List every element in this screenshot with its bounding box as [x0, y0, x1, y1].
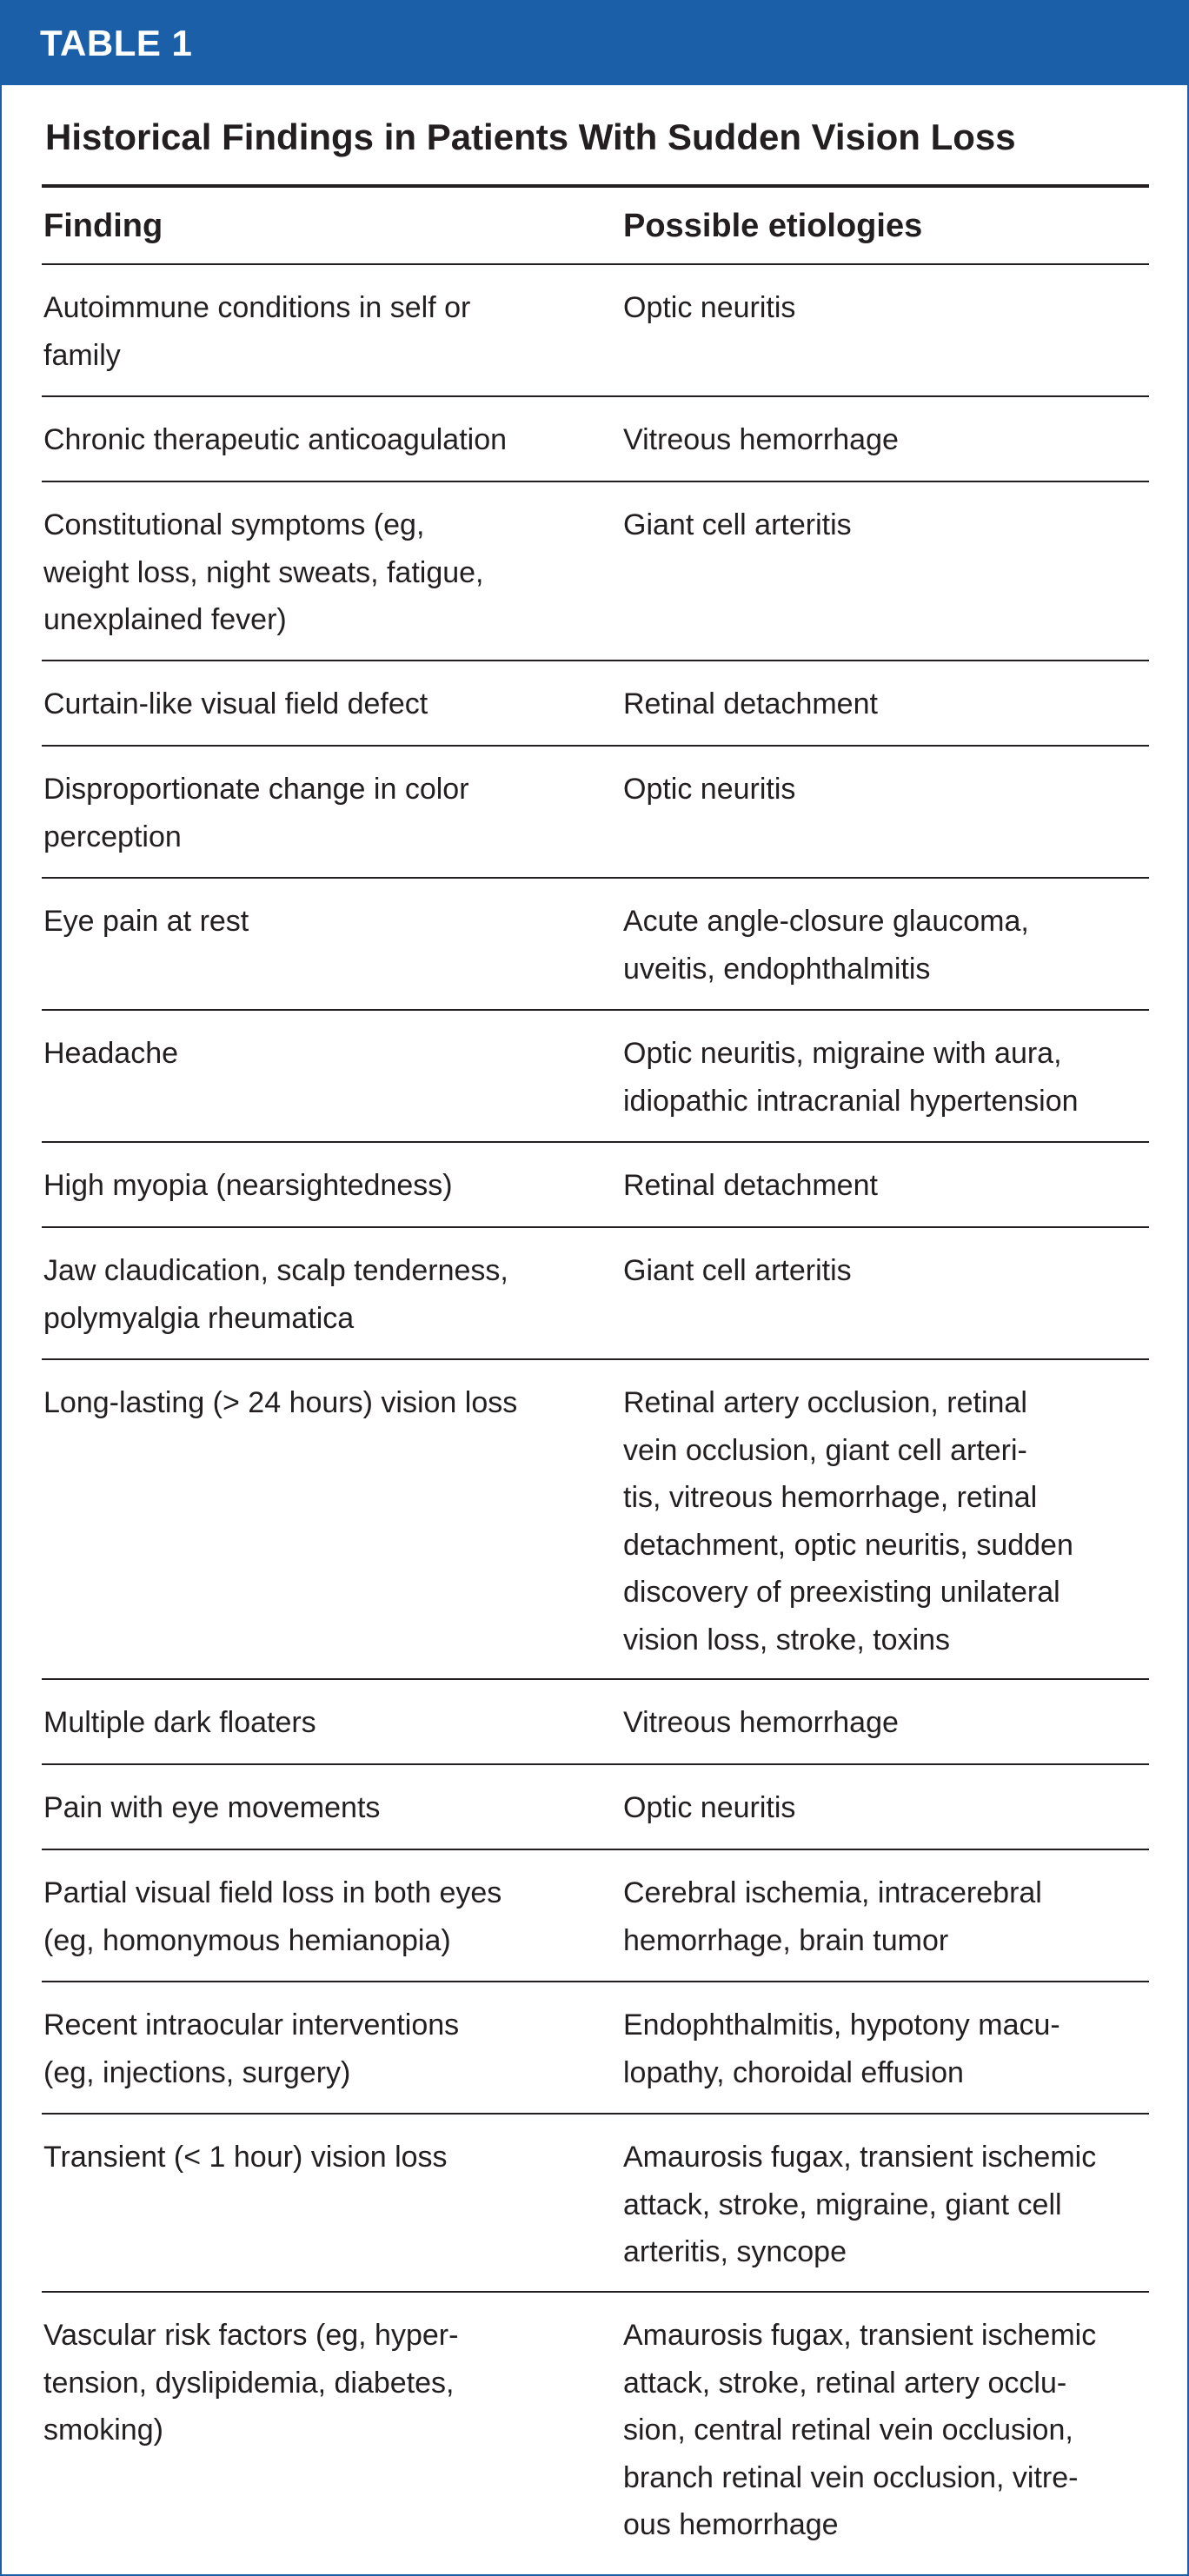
row-finding: Chronic therapeutic anticoagulation — [43, 423, 508, 456]
row-finding: Disproportionate change in color perception — [43, 773, 469, 853]
row-finding: Eye pain at rest — [43, 905, 249, 938]
row-divider — [42, 1141, 1149, 1143]
row-etiologies: Retinal artery occlusion, retinal vein occlusion, giant cell arteri- tis, vitreous hemorrhage, retinal detachment, optic neuritis, sudden discovery of preexisting unilateral vision loss, stroke, toxins — [623, 1386, 1073, 1656]
row-divider — [42, 745, 1149, 747]
row-etiologies: Amaurosis fugax, transient ischemic attack, stroke, retinal artery occlu- sion, central retinal vein occlusion, branch retinal vein occlusion, vitre- ous hemorrhage — [623, 2319, 1097, 2542]
row-etiologies: Amaurosis fugax, transient ischemic attack, stroke, migraine, giant cell arteritis, syncope — [623, 2141, 1097, 2269]
title-divider — [42, 184, 1149, 188]
row-divider — [42, 1763, 1149, 1765]
row-etiologies: Giant cell arteritis — [623, 508, 852, 541]
row-etiologies: Cerebral ischemia, intracerebral hemorrhage, brain tumor — [623, 1876, 1042, 1957]
row-finding: Long-lasting (> 24 hours) vision loss — [43, 1386, 518, 1419]
column-header-etiologies: Possible etiologies — [623, 208, 923, 244]
table-number-label: TABLE 1 — [40, 23, 193, 63]
row-finding: Headache — [43, 1037, 179, 1070]
row-etiologies: Vitreous hemorrhage — [623, 423, 899, 456]
row-etiologies: Optic neuritis — [623, 291, 796, 324]
row-finding: Multiple dark floaters — [43, 1706, 316, 1739]
row-divider — [42, 877, 1149, 879]
row-finding: Partial visual field loss in both eyes (eg, homonymous hemianopia) — [43, 1876, 502, 1957]
row-finding: Autoimmune conditions in self or family — [43, 291, 471, 372]
row-divider — [42, 1226, 1149, 1228]
row-finding: Curtain-like visual field defect — [43, 687, 428, 720]
row-finding: Recent intraocular interventions (eg, injections, surgery) — [43, 2008, 460, 2089]
row-etiologies: Optic neuritis — [623, 773, 796, 806]
row-divider — [42, 1358, 1149, 1360]
row-finding: Constitutional symptoms (eg, weight loss, night sweats, fatigue, unexplained fever) — [43, 508, 484, 637]
row-divider — [42, 2291, 1149, 2293]
row-finding: Transient (< 1 hour) vision loss — [43, 2141, 448, 2174]
row-etiologies: Retinal detachment — [623, 687, 878, 720]
row-divider — [42, 1981, 1149, 1982]
row-divider — [42, 1009, 1149, 1011]
row-finding: Vascular risk factors (eg, hyper- tension, dyslipidemia, diabetes, smoking) — [43, 2319, 459, 2447]
table-title: Historical Findings in Patients With Sudden Vision Loss — [45, 116, 1016, 157]
column-header-finding: Finding — [43, 208, 163, 244]
row-etiologies: Optic neuritis — [623, 1791, 796, 1824]
row-etiologies: Retinal detachment — [623, 1169, 878, 1202]
row-etiologies: Vitreous hemorrhage — [623, 1706, 899, 1739]
header-divider — [42, 263, 1149, 265]
row-divider — [42, 2113, 1149, 2115]
row-finding: Pain with eye movements — [43, 1791, 381, 1824]
row-divider — [42, 481, 1149, 482]
row-finding: Jaw claudication, scalp tenderness, polymyalgia rheumatica — [43, 1254, 508, 1335]
row-divider — [42, 660, 1149, 661]
row-divider — [42, 1849, 1149, 1850]
row-finding: High myopia (nearsightedness) — [43, 1169, 453, 1202]
row-etiologies: Giant cell arteritis — [623, 1254, 852, 1287]
row-etiologies: Acute angle-closure glaucoma, uveitis, endophthalmitis — [623, 905, 1029, 986]
row-etiologies: Endophthalmitis, hypotony macu- lopathy, choroidal effusion — [623, 2008, 1060, 2089]
table-banner — [2, 2, 1187, 85]
row-divider — [42, 395, 1149, 397]
row-divider — [42, 1678, 1149, 1680]
row-etiologies: Optic neuritis, migraine with aura, idiopathic intracranial hypertension — [623, 1037, 1079, 1118]
